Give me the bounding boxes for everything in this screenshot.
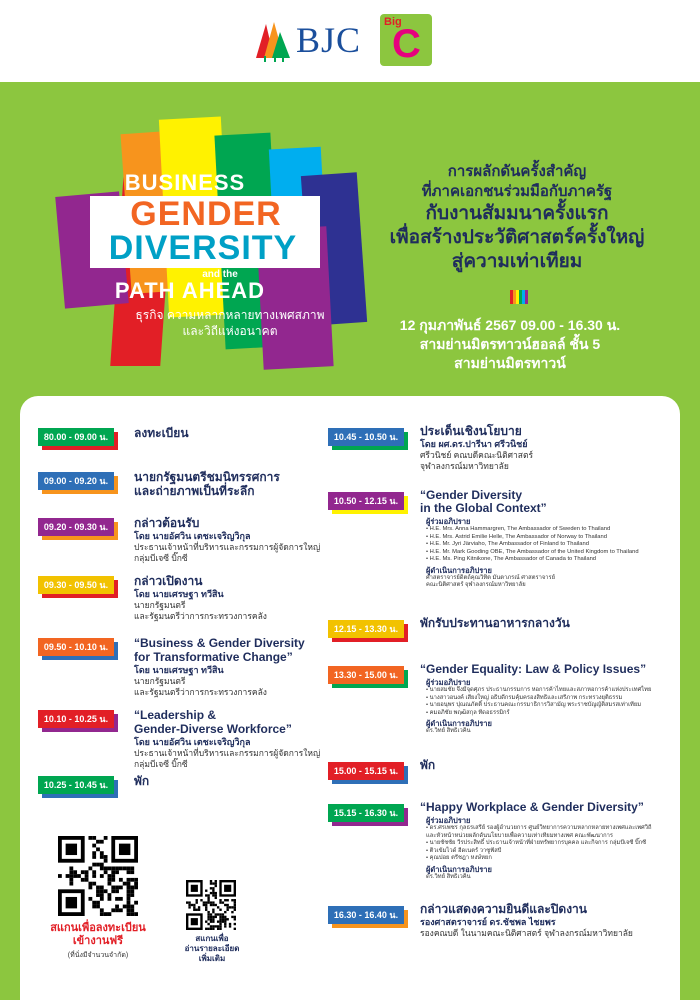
panel-heading: ผู้ร่วมอภิปราย [426,678,471,687]
qr-register-caption: สแกนเพื่อลงทะเบียน เข้างานฟรี [50,922,146,947]
time-badge [328,804,404,822]
time-badge-label: 10.10 - 10.25 น. [43,714,109,724]
time-badge-label: 09.00 - 09.20 น. [43,476,109,486]
session-title: “Leadership & [134,708,217,722]
session-role: ศรีวนิชย์ คณบดีคณะนิติศาสตร์ [420,450,534,460]
headline-line3: กับงานสัมมนาครั้งแรก [425,203,609,224]
time-badge [38,428,114,446]
session-role: จุฬาลงกรณ์มหาวิทยาลัย [420,461,509,471]
headline-block [352,162,682,274]
session-role: ประธานเจ้าหน้าที่บริหารและกรรมการผู้จัดการใหญ่ [134,542,321,552]
session-speaker: โดย นายเศรษฐา ทวีสิน [134,589,224,599]
session-title: พักรับประทานอาหารกลางวัน [420,616,570,630]
time-badge-label: 09.30 - 09.50 น. [43,580,109,590]
session-speaker: โดย ผศ.ดร.ปารีนา ศรีวนิชย์ [420,439,528,449]
poster-thai-line2: และวิถีแห่งอนาคต [182,324,278,338]
bigc-logo: Big C [380,14,432,66]
time-badge-label: 10.50 - 12.15 น. [333,496,399,506]
session-title: for Transformative Change” [134,650,293,664]
moderator-line: ศาสตราจารย์ดิตถ์คุณวิทิต มันตาภรณ์ ศาสตราจารย์ [426,574,556,581]
bjc-wordmark: BJC [296,20,362,60]
session-role: กลุ่มบีเจซี บิ๊กซี [134,553,188,563]
session-title: “Gender Equality: Law & Policy Issues” [420,662,647,676]
session-role: นายกรัฐมนตรี [134,676,186,686]
headline-line5: สู่ความเท่าเทียม [451,251,583,272]
session-title: ประเด็นเชิงนโยบาย [420,424,522,438]
time-badge [38,638,114,656]
moderator-heading: ผู้ดำเนินการอภิปราย [426,864,492,874]
qr-code-register[interactable] [58,836,138,916]
time-badge-label: 13.30 - 15.00 น. [333,670,399,680]
bjc-tree-icon [252,18,292,62]
session-role: กลุ่มบีเจซี บิ๊กซี [134,759,188,769]
time-badge [38,710,114,728]
bjc-logo [252,18,361,62]
session-title: กล่าวแสดงความยินดีและปิดงาน [420,902,587,916]
session-speaker: โดย นายอัศวิน เตชะเจริญวิกุล [134,737,251,747]
time-badge [38,518,114,536]
time-badge-label: 16.30 - 16.40 น. [333,910,399,920]
time-badge-label: 10.45 - 10.50 น. [333,432,399,442]
time-badge [328,428,404,446]
time-badge-label: 15.15 - 16.30 น. [333,808,399,818]
time-badge [38,776,114,794]
moderator-heading: ผู้ดำเนินการอภิปราย [426,565,492,575]
poster-diversity: DIVERSITY [108,229,298,267]
session-title: “Gender Diversity [420,488,523,502]
session-title: พัก [134,774,150,788]
panelist-line: • H.E. Mr. Mark Gooding OBE, The Ambassador of the United Kingdom to Thailand [426,548,639,555]
panelist-line: • นางสาวอนงค์ เสียงใหญ่ อธิบดีกรมคุ้มครองสิทธิและเสรีภาพ กระทรวงยุติธรรม [426,694,623,701]
time-badge-label: 10.25 - 10.45 น. [43,780,109,790]
moderator-line: คณะนิติศาสตร์ จุฬาลงกรณ์มหาวิทยาลัย [426,582,526,588]
session-role: และรัฐมนตรีว่าการกระทรวงการคลัง [134,611,267,621]
time-badge-label: 09.20 - 09.30 น. [43,522,109,532]
event-date: 12 กุมภาพันธ์ 2567 09.00 - 16.30 น. [399,317,621,333]
time-badge [328,492,404,510]
panel-heading: ผู้ร่วมอภิปราย [426,816,471,825]
time-badge [328,906,404,924]
session-title: กล่าวเปิดงาน [134,574,203,588]
time-badge [328,620,404,638]
session-title: และถ่ายภาพเป็นที่ระลึก [134,484,255,498]
panel-heading: ผู้ร่วมอภิปราย [426,517,471,526]
time-badge-label: 09.50 - 10.10 น. [43,642,109,652]
session-title: “Happy Workplace & Gender Diversity” [420,800,644,814]
session-title: พัก [420,758,436,772]
time-badge [328,666,404,684]
time-badge [38,472,114,490]
moderator-line: ดร.วิทย์ สิทธิเวคิน [426,728,471,734]
panelist-line: • H.E. Ms. Ping Kitnikone, The Ambassador of Canada to Thailand [426,556,597,562]
session-title: in the Global Context” [420,501,547,515]
event-venue1: สามย่านมิตรทาวน์ฮอลล์ ชั้น 5 [419,336,601,352]
panelist-line: • ดร.ศรเพชร กุลธรเสรีย์ รองผู้อำนวยการ ศูนย์วิทยาการความหลากหลายทางเพศและเพศวิถี [426,825,652,831]
panelist-line: • ติวเข้มไวด์ ฮีดเนตร์ วาซูฟัสบี [426,847,502,854]
session-title: นายกรัฐมนตรีชมนิทรรศการ [134,470,280,484]
time-badge-label: 12.15 - 13.30 น. [333,624,399,634]
time-badge [38,576,114,594]
moderator-line: ดร.วิทย์ สิทธิเวคิน [426,873,471,880]
session-role: ประธานเจ้าหน้าที่บริหารและกรรมการผู้จัดการใหญ่ [134,748,321,758]
session-title: ลงทะเบียน [134,426,189,440]
qr-register-note: (ที่นั่งมีจำนวนจำกัด) [67,952,129,959]
session-role: และรัฐมนตรีว่าการกระทรวงการคลัง [134,687,267,697]
time-badge-label: 15.00 - 15.15 น. [333,766,399,776]
session-title: “Business & Gender Diversity [134,636,305,650]
poster-thai-line1: ธุรกิจ ความหลากหลายทางเพศสภาพ [135,308,325,322]
panelist-line: • นายอนุพร ปุณณภัตติ์ ประธานคณะกรรมาธิการวิสามัญ พระราชบัญญัติสมรสเท่าเทียม [426,702,642,708]
session-speaker: โดย นายเศรษฐา ทวีสิน [134,665,224,675]
time-badge-label: 80.00 - 09.00 น. [43,432,109,442]
panelist-line: • คุณปอย ตรีชฎา หงษ์หยก [426,855,492,861]
session-role: นายกรัฐมนตรี [134,600,186,610]
session-speaker: รองศาสตราจารย์ ดร.ชัชพล ไชยพร [420,917,556,927]
headline-line1: การผลักดันครั้งสำคัญ [447,163,587,180]
poster-and-the: and the [202,269,238,280]
panelist-line: • H.E. Mr. Jyri Järviaho, The Ambassador of Finland to Thailand [426,541,589,547]
panelist-line: • H.E. Mrs. Astrid Emilie Helle, The Ambassador of Norway to Thailand [426,533,607,540]
event-date-venue [320,316,700,373]
session-title: Gender-Diverse Workforce” [134,722,292,736]
panelist-line: • คมอภิชัย พฤฒิสกุล ทีดอธรรมิกร์ [426,709,510,716]
qr-details-caption: สแกนเพื่อ อ่านรายละเอียด เพิ่มเติม [184,934,240,963]
rainbow-flag-icon [510,290,528,304]
panelist-line: • H.E. Mrs. Anna Hammargren, The Ambassador of Sweden to Thailand [426,526,611,532]
headline-line4: เพื่อสร้างประวัติศาสตร์ครั้งใหญ่ [389,227,645,248]
session-title: กล่าวต้อนรับ [134,516,200,530]
poster-path-ahead: PATH AHEAD [114,278,266,303]
event-venue2: สามย่านมิตรทาวน์ [454,355,566,371]
panelist-line: และหัวหน้าหน่วยผลักดันนโยบายเพื่อความเท่าเทียมทางเพศ คณะพัฒนาการ [426,832,614,839]
moderator-heading: ผู้ดำเนินการอภิปราย [426,719,492,728]
poster-business: BUSINESS [124,170,246,195]
session-role: รองคณบดี ในนามคณะนิติศาสตร์ จุฬาลงกรณ์มหาวิทยาลัย [420,928,633,938]
header-bar [0,0,700,82]
headline-line2: ที่ภาคเอกชนร่วมมือกับภาครัฐ [421,183,613,200]
session-speaker: โดย นายอัศวิน เตชะเจริญวิกุล [134,531,251,541]
panelist-line: • นายชัชชัย วีรประสิทธิ์ ประธานเจ้าหน้าที่ฝ่ายทรัพยากรบุคคล และกิจการ กลุ่มบีเจซี บิ๊กซี [426,840,647,846]
poster-gender: GENDER [130,195,282,233]
qr-code-details[interactable] [186,880,236,930]
panelist-line: • นายสมชัย จึงมีจุดศุภร ประธานกรรมการ หอการค้าไทยและสภาหอการค้าแห่งประเทศไทย [426,687,652,693]
time-badge [328,762,404,780]
